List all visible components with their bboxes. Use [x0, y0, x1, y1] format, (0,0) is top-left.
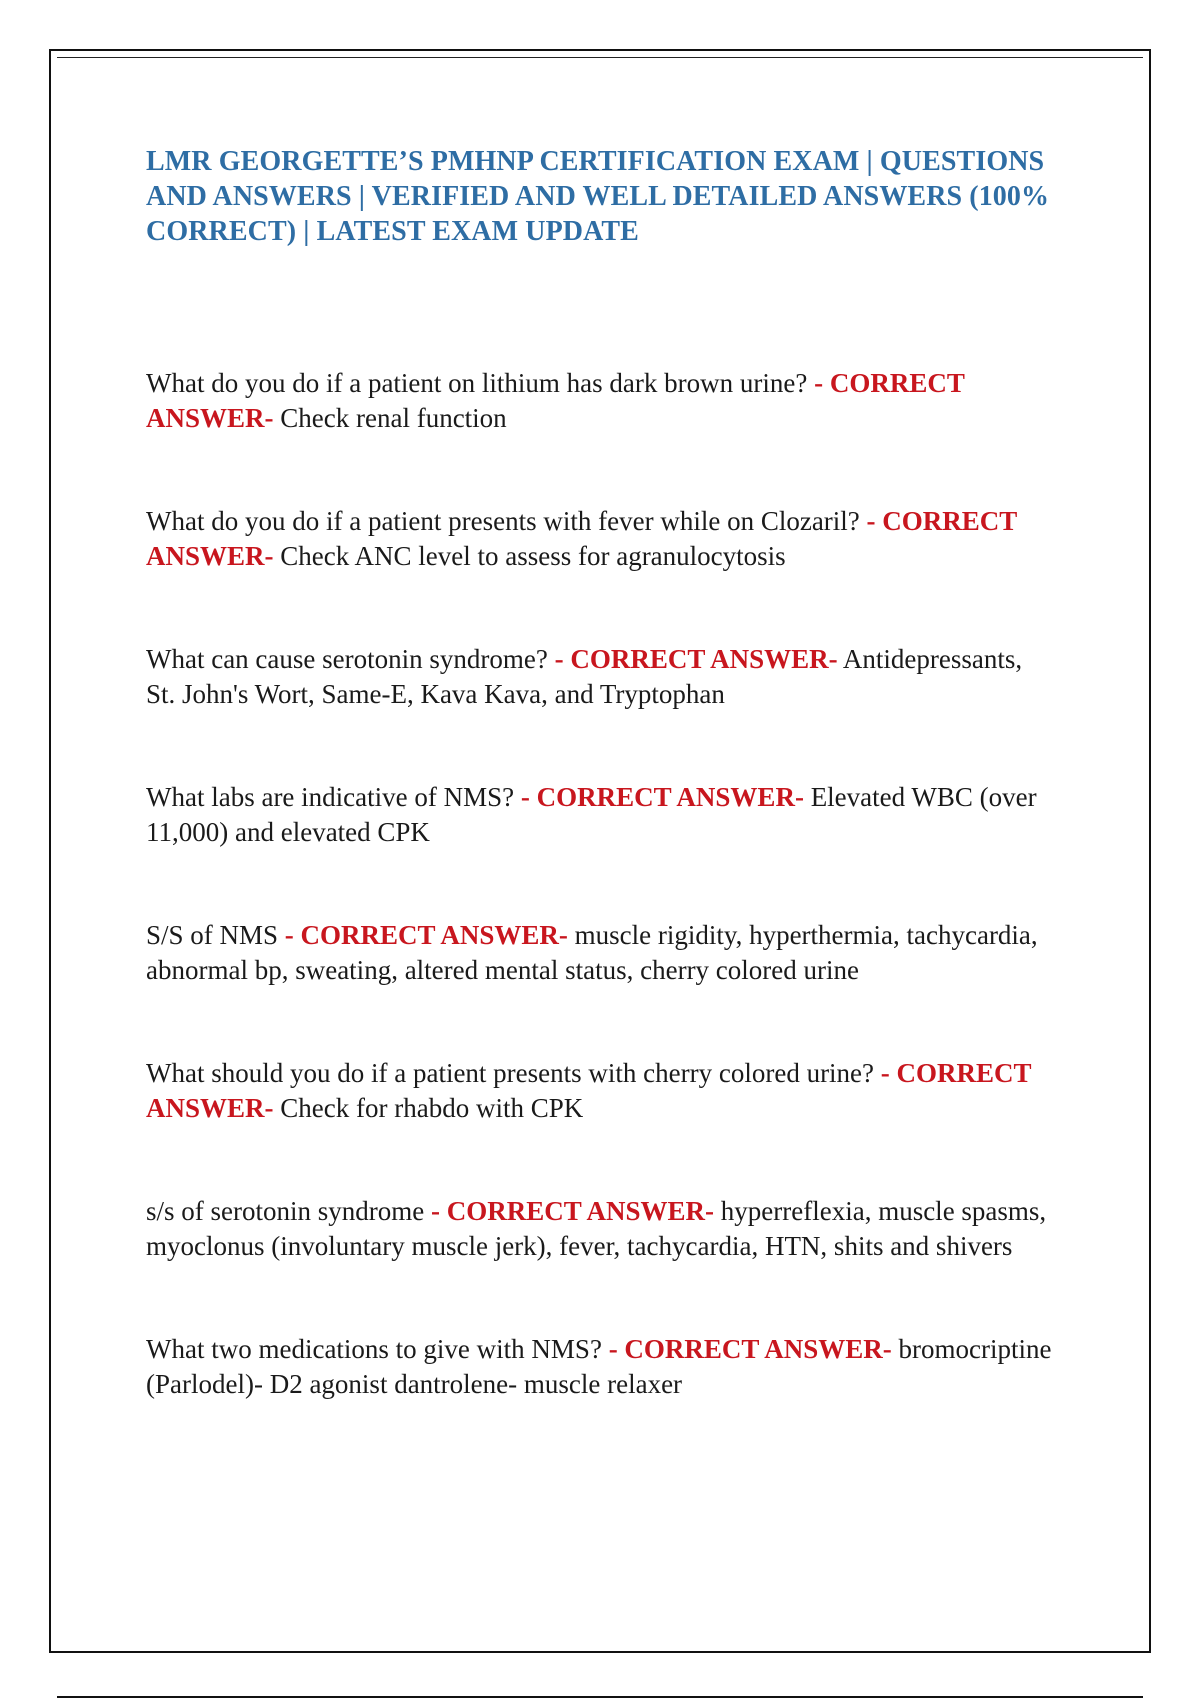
qa-item [146, 1056, 1056, 1126]
answer-text: Elevated WBC (over 11,000) and elevated CPK [146, 782, 1037, 847]
correct-answer-marker: - CORRECT ANSWER- [608, 1334, 892, 1364]
qa-item [146, 642, 1056, 712]
document-title: LMR GEORGETTE’S PMHNP CERTIFICATION EXAM | QUESTIONS AND ANSWERS | VERIFIED AND WELL DETAILED ANSWERS (100% CORRECT) | LATEST EXAM UPDATE [146, 146, 1050, 247]
correct-answer-marker: - CORRECT ANSWER- [146, 1058, 1032, 1123]
answer-text: muscle rigidity, hyperthermia, tachycardia, abnormal bp, sweating, altered mental status, cherry colored urine [146, 920, 1038, 985]
qa-item [146, 1194, 1056, 1264]
answer-text: Check ANC level to assess for agranulocytosis [280, 541, 786, 571]
qa-item [146, 918, 1056, 988]
qa-item [146, 504, 1056, 574]
correct-answer-marker: - CORRECT ANSWER- [430, 1196, 715, 1226]
question-text: What can cause serotonin syndrome? [146, 644, 548, 674]
answer-text: Antidepressants, St. John's Wort, Same-E, Kava Kava, and Tryptophan [146, 644, 1023, 709]
correct-answer-marker: - CORRECT ANSWER- [146, 506, 1017, 571]
question-text: What labs are indicative of NMS? [146, 782, 515, 812]
correct-answer-marker: - CORRECT ANSWER- [284, 920, 568, 950]
qa-item [146, 1332, 1056, 1402]
answer-text: hyperreflexia, muscle spasms, myoclonus (involuntary muscle jerk), fever, tachycardia, HTN, shits and shivers [146, 1196, 1047, 1261]
top-rule [57, 57, 1143, 58]
question-text: s/s of serotonin syndrome [146, 1196, 425, 1226]
answer-text: bromocriptine (Parlodel)- D2 agonist dantrolene- muscle relaxer [146, 1334, 1052, 1399]
correct-answer-marker: - CORRECT ANSWER- [146, 368, 965, 433]
bottom-rule [57, 1696, 1143, 1698]
correct-answer-marker: - CORRECT ANSWER- [554, 644, 838, 674]
question-text: What do you do if a patient presents with fever while on Clozaril? [146, 506, 860, 536]
answer-text: Check renal function [280, 403, 507, 433]
question-text: S/S of NMS [146, 920, 279, 950]
answer-text: Check for rhabdo with CPK [280, 1093, 584, 1123]
question-text: What should you do if a patient presents with cherry colored urine? [146, 1058, 875, 1088]
question-text: What do you do if a patient on lithium has dark brown urine? [146, 368, 808, 398]
qa-item [146, 366, 1056, 436]
qa-list [146, 366, 1056, 1470]
question-text: What two medications to give with NMS? [146, 1334, 602, 1364]
qa-item [146, 780, 1056, 850]
correct-answer-marker: - CORRECT ANSWER- [520, 782, 804, 812]
